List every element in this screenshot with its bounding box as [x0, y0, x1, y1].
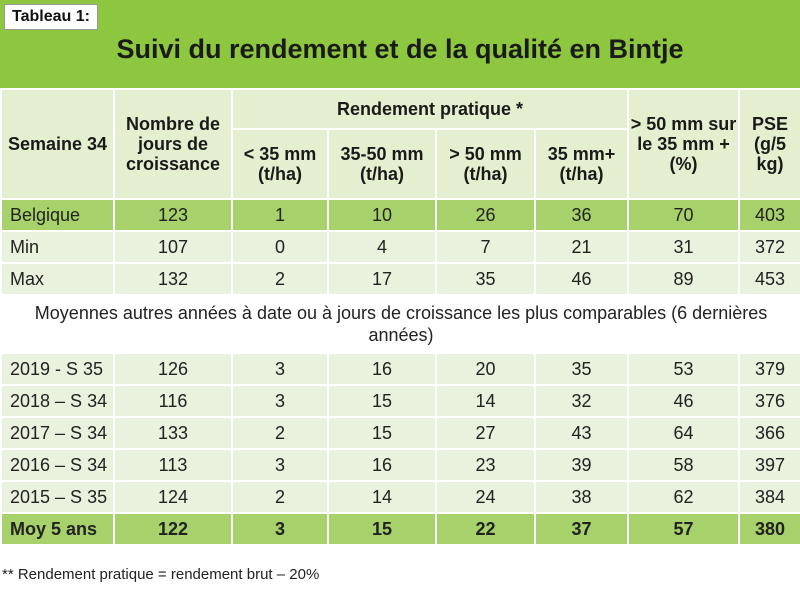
- table-row: [1, 263, 800, 295]
- table-cell: 21: [535, 231, 628, 263]
- table-title: Suivi du rendement et de la qualité en Bintje: [116, 34, 684, 64]
- footnote: ** Rendement pratique = rendement brut – 20%: [2, 566, 320, 583]
- table-cell: 23: [436, 449, 535, 481]
- row-label: Max: [1, 263, 114, 295]
- table-cell: 376: [739, 385, 800, 417]
- table-cell: 14: [436, 385, 535, 417]
- table-cell: 384: [739, 481, 800, 513]
- row-label: Moy 5 ans: [1, 513, 114, 545]
- table-cell: 26: [436, 199, 535, 231]
- table-cell: 20: [436, 353, 535, 385]
- table-cell: 123: [114, 199, 232, 231]
- header-lt35: < 35 mm (t/ha): [232, 129, 328, 199]
- table-cell: 37: [535, 513, 628, 545]
- table-row: [1, 417, 800, 449]
- table-cell: 3: [232, 385, 328, 417]
- table-cell: 14: [328, 481, 436, 513]
- table-cell: 2: [232, 417, 328, 449]
- table-cell: 15: [328, 513, 436, 545]
- table-cell: 4: [328, 231, 436, 263]
- row-label: Min: [1, 231, 114, 263]
- table-cell: 2: [232, 263, 328, 295]
- table-row: [1, 449, 800, 481]
- table-cell: 3: [232, 353, 328, 385]
- table-cell: 38: [535, 481, 628, 513]
- table-cell: 3: [232, 513, 328, 545]
- row-label: 2017 – S 34: [1, 417, 114, 449]
- table-cell: 133: [114, 417, 232, 449]
- table-tag: Tableau 1:: [4, 4, 98, 30]
- table-cell: 7: [436, 231, 535, 263]
- header-week: Semaine 34: [1, 89, 114, 199]
- table-cell: 57: [628, 513, 739, 545]
- header-pse: PSE (g/5 kg): [739, 89, 800, 199]
- table-body: [1, 199, 800, 545]
- table-row: [1, 199, 800, 231]
- table-cell: 15: [328, 417, 436, 449]
- table-cell: 16: [328, 353, 436, 385]
- separator-text: Moyennes autres années à date ou à jours de croissance les plus comparables (6 dernières années): [1, 295, 800, 353]
- table-cell: 24: [436, 481, 535, 513]
- table-cell: 22: [436, 513, 535, 545]
- table-cell: 58: [628, 449, 739, 481]
- table-cell: 124: [114, 481, 232, 513]
- table-cell: 53: [628, 353, 739, 385]
- table-row: [1, 231, 800, 263]
- table-cell: 113: [114, 449, 232, 481]
- table-cell: 2: [232, 481, 328, 513]
- header-35-50: 35-50 mm (t/ha): [328, 129, 436, 199]
- table-cell: 43: [535, 417, 628, 449]
- table-cell: 126: [114, 353, 232, 385]
- table-cell: 107: [114, 231, 232, 263]
- table-row: [1, 353, 800, 385]
- table-cell: 36: [535, 199, 628, 231]
- separator-row: [1, 295, 800, 353]
- table-cell: 10: [328, 199, 436, 231]
- yield-table: [0, 88, 800, 546]
- table-cell: 89: [628, 263, 739, 295]
- row-label: Belgique: [1, 199, 114, 231]
- table-cell: 122: [114, 513, 232, 545]
- header-yield-group: Rendement pratique *: [232, 89, 628, 129]
- table-cell: 31: [628, 231, 739, 263]
- table-cell: 35: [436, 263, 535, 295]
- row-label: 2016 – S 34: [1, 449, 114, 481]
- table-cell: 27: [436, 417, 535, 449]
- table-cell: 372: [739, 231, 800, 263]
- table-cell: 132: [114, 263, 232, 295]
- table-cell: 35: [535, 353, 628, 385]
- header-gt50: > 50 mm (t/ha): [436, 129, 535, 199]
- table-cell: 403: [739, 199, 800, 231]
- table-cell: 15: [328, 385, 436, 417]
- table-cell: 70: [628, 199, 739, 231]
- table-cell: 453: [739, 263, 800, 295]
- table-cell: 62: [628, 481, 739, 513]
- header-days: Nombre de jours de croissance: [114, 89, 232, 199]
- table-cell: 366: [739, 417, 800, 449]
- header-35plus: 35 mm+ (t/ha): [535, 129, 628, 199]
- table-cell: 17: [328, 263, 436, 295]
- table-cell: 380: [739, 513, 800, 545]
- row-label: 2015 – S 35: [1, 481, 114, 513]
- row-label: 2018 – S 34: [1, 385, 114, 417]
- table-cell: 16: [328, 449, 436, 481]
- table-cell: 39: [535, 449, 628, 481]
- table-row: [1, 481, 800, 513]
- table-cell: 1: [232, 199, 328, 231]
- row-label: 2019 - S 35: [1, 353, 114, 385]
- table-cell: 116: [114, 385, 232, 417]
- table-cell: 0: [232, 231, 328, 263]
- table-cell: 32: [535, 385, 628, 417]
- table-cell: 379: [739, 353, 800, 385]
- table-cell: 46: [628, 385, 739, 417]
- table-cell: 3: [232, 449, 328, 481]
- table-cell: 46: [535, 263, 628, 295]
- table-row: [1, 513, 800, 545]
- header-pct: > 50 mm sur le 35 mm + (%): [628, 89, 739, 199]
- table-row: [1, 385, 800, 417]
- table-cell: 64: [628, 417, 739, 449]
- table-cell: 397: [739, 449, 800, 481]
